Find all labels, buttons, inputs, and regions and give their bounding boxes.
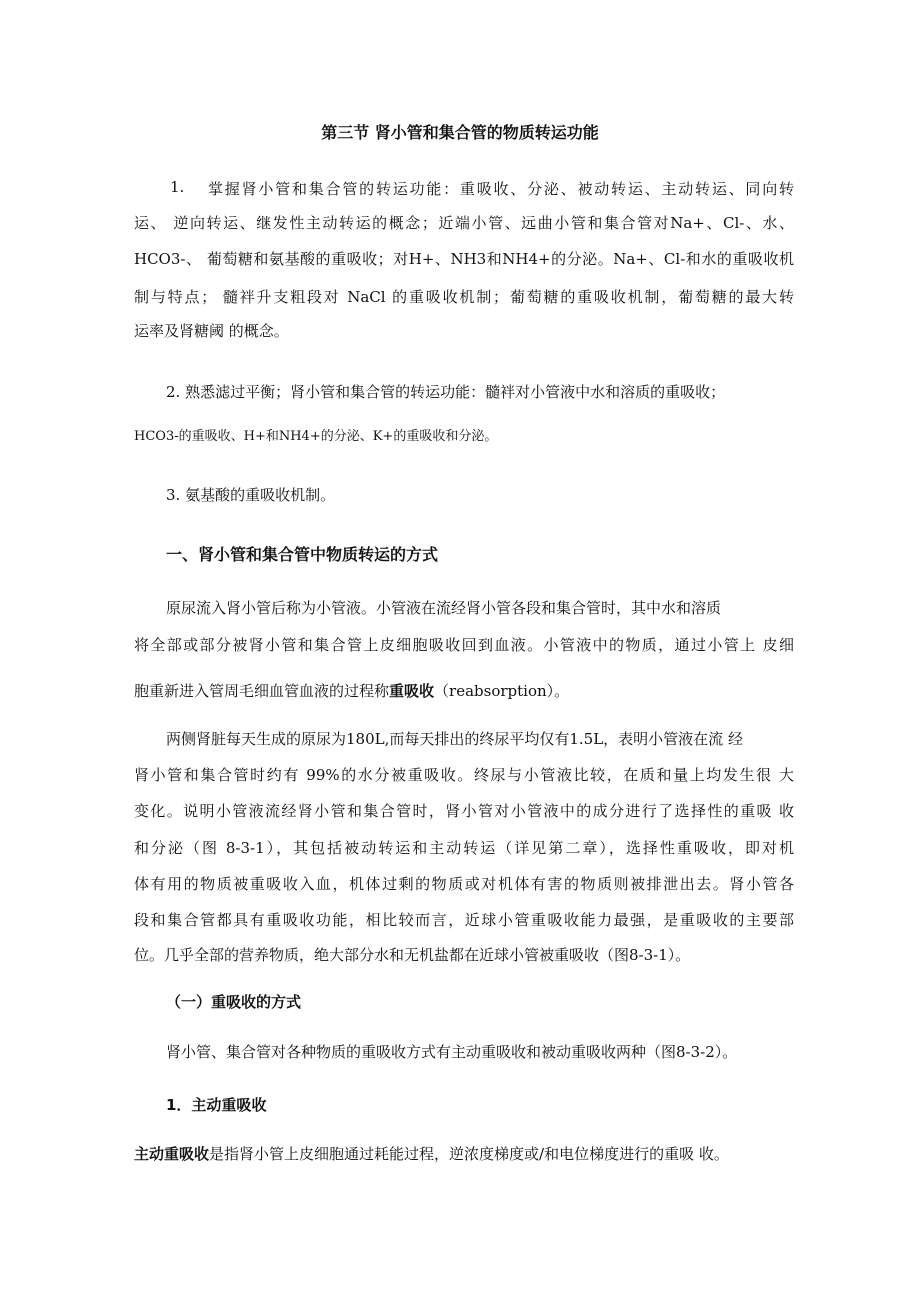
para-2-line-4: 和分泌（图 8-3-1），其包括被动转运和主动转运（详见第二章），选择性重吸收，即对机 <box>134 839 794 857</box>
term-reabsorption: 重吸收 <box>389 682 435 700</box>
section-1-heading: 一、肾小管和集合管中物质转运的方式 <box>166 545 439 564</box>
term-active-reabsorption: 主动重吸收 <box>134 1145 210 1163</box>
para-1-line-3 <box>134 680 794 710</box>
subsection-1-heading: （一）重吸收的方式 <box>166 993 302 1011</box>
objective-1-line-3: HCO3-、 葡萄糖和氨基酸的重吸收；对H+、NH3和NH4+的分泌。Na+、Cl-和水的重吸收机 <box>134 250 794 268</box>
para-2-line-7: 位。几乎全部的营养物质，绝大部分水和无机盐都在近球小管被重吸收（图8-3-1）。 <box>134 946 691 964</box>
para-2-line-3: 变化。说明小管液流经肾小管和集合管时，肾小管对小管液中的成分进行了选择性的重吸 收 <box>134 802 794 820</box>
objective-1-number: 1. <box>170 178 185 196</box>
para-3: 肾小管、集合管对各种物质的重吸收方式有主动重吸收和被动重吸收两种（图8-3-2）。 <box>166 1043 738 1061</box>
para-2-line-2: 肾小管和集合管时约有 99%的水分被重吸收。终尿与小管液比较，在质和量上均发生很 大 <box>134 766 794 784</box>
para-4-rest: 是指肾小管上皮细胞通过耗能过程，逆浓度梯度或/和电位梯度进行的重吸 收。 <box>209 1145 729 1163</box>
para-1-line-3-pre: 胞重新进入管周毛细血管血液的过程称 <box>134 682 390 700</box>
objective-3: 3. 氨基酸的重吸收机制。 <box>166 486 336 504</box>
objective-1-text: 掌握肾小管和集合管的转运功能：重吸收、分泌、被动转运、主动转运、同向转 <box>208 180 794 198</box>
objective-1-line-4: 制与特点； 髓袢升支粗段对 NaCl 的重吸收机制；葡萄糖的重吸收机制，葡萄糖的最大转 <box>134 288 794 306</box>
objective-1-line-2: 运、 逆向转运、继发性主动转运的概念；近端小管、远曲小管和集合管对Na+、Cl-、水、 <box>134 214 794 232</box>
para-1-line-3-post: （reabsorption）。 <box>434 682 570 700</box>
page-title: 第三节 肾小管和集合管的物质转运功能 <box>321 123 599 142</box>
objective-1-line-5: 运率及肾糖阈 的概念。 <box>134 322 289 340</box>
para-2-line-5: 体有用的物质被重吸收入血，机体过剩的物质或对机体有害的物质则被排泄出去。肾小管各 <box>134 875 794 893</box>
objective-2-line-2: HCO3-的重吸收、H+和NH4+的分泌、K+的重吸收和分泌。 <box>134 429 498 444</box>
para-2-line-1: 两侧肾脏每天生成的原尿为180L,而每天排出的终尿平均仅有1.5L，表明小管液在流 经 <box>166 730 743 748</box>
para-4 <box>134 1143 794 1173</box>
para-1-line-2: 将全部或部分被肾小管和集合管上皮细胞吸收回到血液。小管液中的物质，通过小管上 皮细 <box>134 636 794 654</box>
objective-1-line-1 <box>134 178 794 208</box>
objective-2-line-1: 2. 熟悉滤过平衡；肾小管和集合管的转运功能：髓袢对小管液中水和溶质的重吸收； <box>166 383 726 401</box>
para-1-line-1: 原尿流入肾小管后称为小管液。小管液在流经肾小管各段和集合管时，其中水和溶质 <box>166 599 722 617</box>
subsubsection-1-heading: 1．主动重吸收 <box>166 1096 267 1114</box>
para-2-line-6: 段和集合管都具有重吸收功能，相比较而言，近球小管重吸收能力最强，是重吸收的主要部 <box>134 911 794 929</box>
